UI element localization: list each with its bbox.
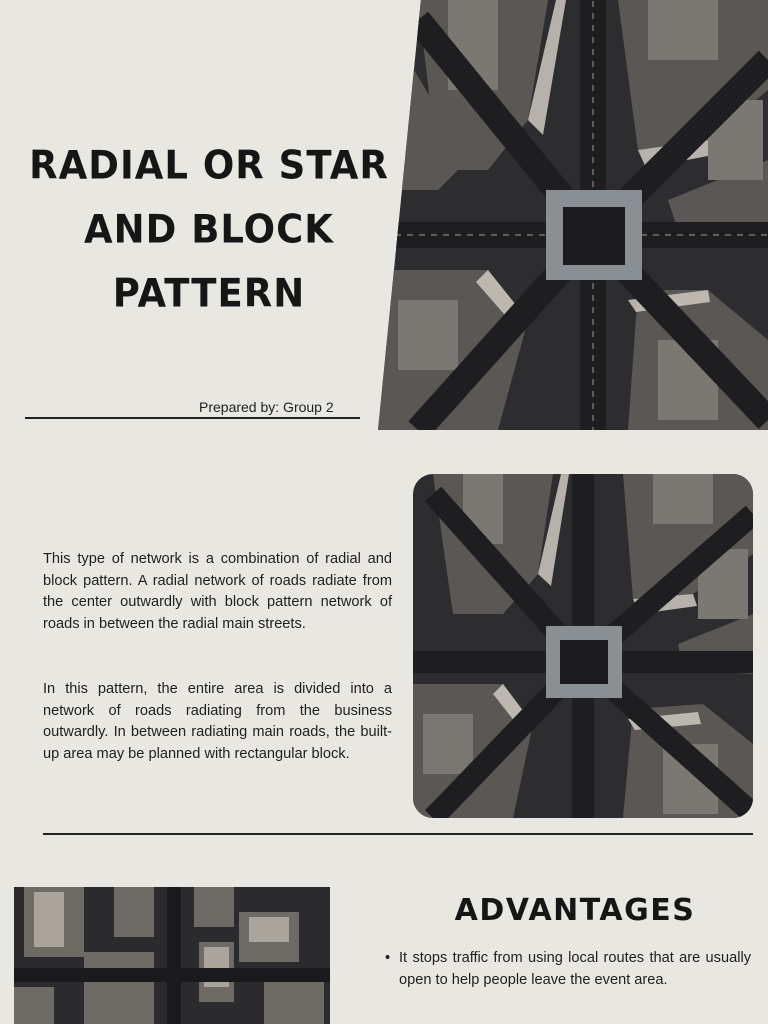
title-line-2: AND BLOCK [84,206,334,253]
prepared-by-text: Prepared by: Group 2 [199,399,334,415]
advantages-list [385,947,751,991]
section-divider-line [43,833,753,835]
divider-line [25,417,360,419]
advantages-heading: ADVANTAGES [454,893,696,928]
city-grid-aerial-image [14,887,330,1024]
title-line-1: RADIAL OR STAR [29,142,389,189]
radial-pattern-image [413,474,753,818]
page-title [14,133,404,325]
advantage-item: • It stops traffic from using local routes that are usually open to help people leave the event area. [385,947,751,991]
title-line-3: PATTERN [112,270,306,317]
hero-aerial-image [378,0,768,430]
description-paragraph-2: In this pattern, the entire area is divided into a network of roads radiating from the business outwardly. In between radiating main roads, the built-up area may be planned with rectangular block. [43,681,392,762]
description-paragraph-1: This type of network is a combination of radial and block pattern. A radial network of roads radiate from the center outwardly with block pattern network of roads in between the radial main streets. [43,551,392,632]
